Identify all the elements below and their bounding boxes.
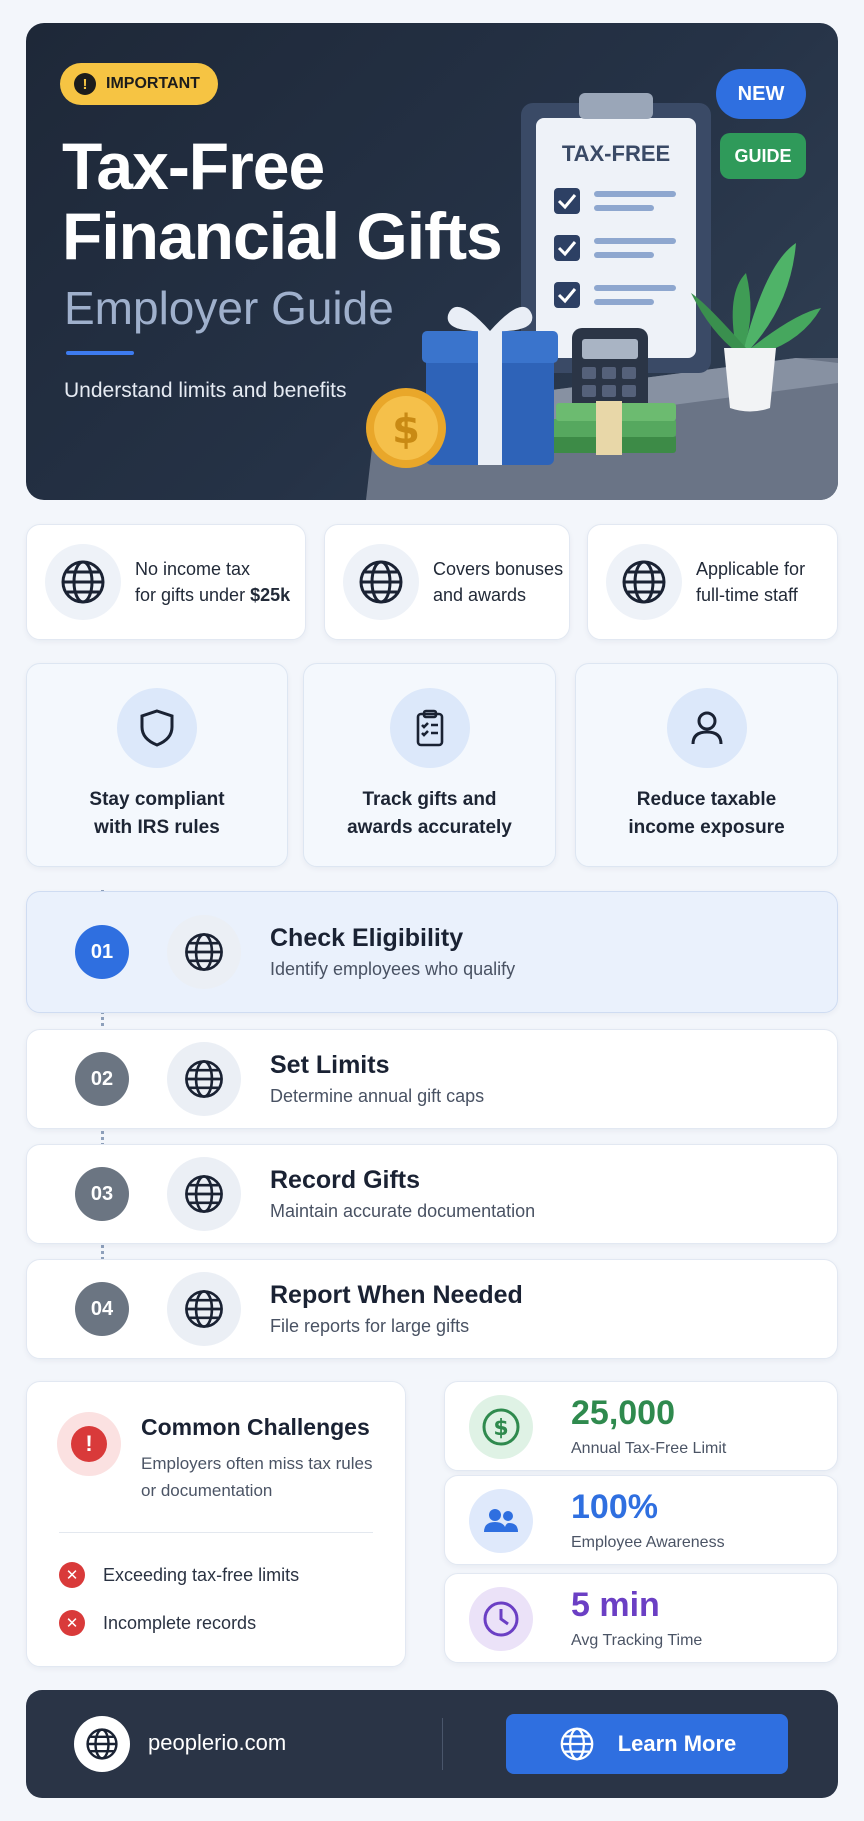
challenges-description: Employers often miss tax rules or documentation [141, 1454, 373, 1500]
hero-accent-line [66, 351, 134, 355]
benefit-card-reduce [575, 663, 838, 867]
stat-value: 5 min [571, 1586, 660, 1624]
svg-text:$: $ [392, 407, 420, 453]
challenge-item [59, 1610, 256, 1636]
new-badge: NEW [716, 69, 806, 119]
globe-icon [167, 1157, 241, 1231]
step-description: File reports for large gifts [270, 1316, 470, 1336]
benefit-text [628, 786, 784, 842]
website-link[interactable]: peoplerio.com [148, 1730, 287, 1755]
feature-line: Applicable for [696, 559, 806, 579]
step-card-record[interactable] [26, 1144, 838, 1244]
clock-icon [469, 1587, 533, 1651]
challenge-item [59, 1562, 299, 1588]
benefit-line: Reduce taxable [636, 789, 777, 810]
globe-icon [45, 544, 121, 620]
challenge-item-label: Exceeding tax-free limits [103, 1564, 300, 1585]
step-title: Check Eligibility [270, 924, 464, 952]
feature-text [135, 556, 290, 608]
globe-icon [167, 1272, 241, 1346]
user-icon [667, 688, 747, 768]
feature-text [433, 556, 563, 608]
stat-card-time [444, 1573, 838, 1663]
benefit-text [347, 786, 512, 842]
hero-description: Understand limits and benefits [64, 379, 347, 402]
challenge-item-label: Incomplete records [103, 1612, 257, 1633]
step-number: 02 [75, 1052, 129, 1106]
step-text [270, 924, 515, 980]
globe-icon [74, 1716, 130, 1772]
stat-label: Annual Tax-Free Limit [571, 1440, 727, 1457]
globe-icon [167, 1042, 241, 1116]
benefit-line: awards accurately [347, 817, 512, 838]
feature-card-tax [26, 524, 306, 640]
feature-line: No income tax [135, 559, 251, 579]
learn-more-label: Learn More [617, 1731, 737, 1756]
stat-label: Avg Tracking Time [571, 1632, 703, 1649]
benefit-line: with IRS rules [94, 817, 220, 838]
feature-line: and awards [433, 585, 527, 605]
feature-line [135, 582, 290, 608]
feature-amount: $25k [250, 585, 291, 605]
stat-value: 25,000 [571, 1394, 675, 1432]
step-text [270, 1166, 535, 1222]
globe-icon [167, 915, 241, 989]
step-text [270, 1051, 484, 1107]
divider [442, 1718, 443, 1770]
feature-line-prefix: for gifts under [135, 585, 251, 605]
step-number: 04 [75, 1282, 129, 1336]
step-description: Maintain accurate documentation [270, 1201, 536, 1221]
benefit-text [89, 786, 224, 842]
challenges-card [26, 1381, 406, 1667]
important-badge-label: IMPORTANT [106, 75, 200, 92]
important-badge [60, 63, 218, 105]
benefit-line: Track gifts and [362, 789, 497, 810]
globe-icon [343, 544, 419, 620]
learn-more-button[interactable] [506, 1714, 788, 1774]
step-title: Record Gifts [270, 1166, 421, 1194]
close-circle-icon: ✕ [59, 1562, 85, 1588]
alert-icon: ! [57, 1412, 121, 1476]
globe-icon [606, 544, 682, 620]
step-description: Identify employees who qualify [270, 959, 516, 979]
step-card-report[interactable] [26, 1259, 838, 1359]
step-card-eligibility[interactable] [26, 891, 838, 1013]
step-number: 01 [75, 925, 129, 979]
divider [59, 1532, 373, 1533]
globe-icon [558, 1725, 596, 1763]
hero-title-line1: Tax-Free [62, 129, 325, 203]
svg-text:$: $ [493, 1416, 509, 1441]
benefit-card-compliant [26, 663, 288, 867]
stat-card-limit [444, 1381, 838, 1471]
footer-bar [26, 1690, 838, 1798]
benefit-line: Stay compliant [89, 789, 225, 810]
users-icon [469, 1489, 533, 1553]
benefit-line: income exposure [628, 817, 785, 838]
guide-badge: GUIDE [720, 133, 806, 179]
step-title: Report When Needed [270, 1281, 523, 1309]
money-stack-icon [546, 401, 676, 455]
benefit-card-track [303, 663, 556, 867]
hero-title-line2: Financial Gifts [62, 199, 502, 273]
dollar-coin-icon [366, 388, 446, 468]
step-card-limits[interactable] [26, 1029, 838, 1129]
clipboard-icon [390, 688, 470, 768]
step-number: 03 [75, 1167, 129, 1221]
challenges-title: Common Challenges [141, 1414, 370, 1440]
step-description: Determine annual gift caps [270, 1086, 485, 1106]
exclamation-icon: ! [74, 73, 96, 95]
stat-label: Employee Awareness [571, 1534, 725, 1551]
stat-card-awareness [444, 1475, 838, 1565]
close-circle-icon: ✕ [59, 1610, 85, 1636]
feature-card-bonuses [324, 524, 570, 640]
stat-value: 100% [571, 1488, 658, 1526]
feature-card-staff [587, 524, 838, 640]
step-title: Set Limits [270, 1051, 390, 1079]
hero-banner [26, 23, 838, 500]
dollar-icon [469, 1395, 533, 1459]
feature-line: Covers bonuses [433, 559, 564, 579]
hero-subtitle: Employer Guide [64, 282, 394, 334]
hero-illustration [326, 63, 838, 500]
feature-text [696, 556, 805, 608]
step-text [270, 1281, 523, 1337]
clipboard-label: TAX-FREE [561, 141, 671, 166]
shield-icon [117, 688, 197, 768]
feature-line: full-time staff [696, 585, 798, 605]
